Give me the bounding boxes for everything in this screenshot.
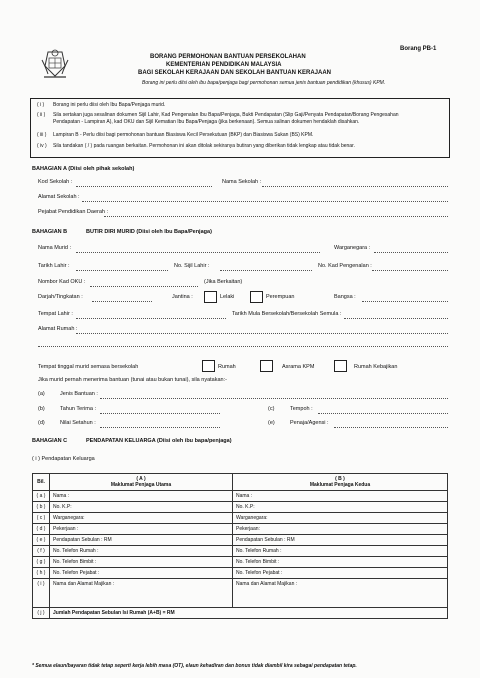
table-row: [33, 535, 448, 546]
alamat-rumah-label: Alamat Rumah :: [38, 326, 78, 332]
pendapatan-b-cell[interactable]: Pendapatan Sebulan : RM: [233, 535, 448, 546]
majikan-b-cell[interactable]: Nama dan Alamat Majikan :: [233, 579, 448, 608]
tel-rumah-a-cell[interactable]: No. Telefon Rumah :: [50, 546, 233, 557]
tel-pejabat-a-cell[interactable]: No. Telefon Pejabat :: [50, 568, 233, 579]
item-e-label: (e): [268, 420, 275, 426]
table-row: [33, 579, 448, 608]
no-sijil-lahir-label: No. Sijil Lahir :: [174, 263, 210, 269]
tempat-lahir-label: Tempat Lahir :: [38, 311, 73, 317]
warganegara-field[interactable]: [374, 252, 448, 253]
perempuan-label: Perempuan: [266, 294, 295, 300]
lelaki-label: Lelaki: [220, 294, 235, 300]
kp-b-cell[interactable]: No. K.P:: [233, 502, 448, 513]
nama-sekolah-field[interactable]: [262, 186, 448, 187]
pejabat-label: Pejabat Pendidikan Daerah :: [38, 209, 109, 215]
majikan-a-cell[interactable]: Nama dan Alamat Majikan :: [50, 579, 233, 608]
row-bil: ( a ): [33, 491, 50, 502]
no-kad-field[interactable]: [372, 270, 448, 271]
col-b-header: [233, 474, 448, 491]
tempoh-label: Tempoh :: [290, 406, 313, 412]
tel-bimbit-b-cell[interactable]: No. Telefon Bimbit :: [233, 557, 448, 568]
table-row: [33, 513, 448, 524]
form-title-2: KEMENTERIAN PENDIDIKAN MALAYSIA: [166, 62, 282, 68]
tahun-terima-label: Tahun Terima :: [60, 406, 96, 412]
form-subtitle: Borang ini perlu diisi oleh ibu bapa/penjaga bagi permohonan semua jenis bantuan pendidikan (khusus) KPM.: [142, 80, 386, 86]
row-bil: ( j ): [33, 608, 50, 619]
item-a-label: (a): [38, 391, 45, 397]
alamat-sekolah-field[interactable]: [82, 201, 448, 202]
jumlah-pendapatan-cell[interactable]: Jumlah Pendapatan Sebulan Isi Rumah (A+B) = RM: [50, 608, 448, 619]
alamat-sekolah-label: Alamat Sekolah :: [38, 194, 80, 200]
kod-sekolah-field[interactable]: [76, 186, 212, 187]
tempoh-field[interactable]: [318, 413, 448, 414]
instructions-box: ( i ) Borang ini perlu diisi oleh Ibu Bapa/Penjaga murid. ( ii ) Sila sertakan juga sesalinan dokumen Sijil Lahir, Kad Pengenalan Ibu Bapa/Penjaga, Bukti Pendapatan (Slip Gaji/Penyata Pendapatan/Borang Pengesahan Pendapatan - Lampiran A), kad OKU dan Sijil Kematian Ibu Bapa/Penjaga (jika berkenaan). Semua salinan dokumen hendaklah disahkan. ( iii ) Lampiran B - Perlu diisi bagi permohonan bantuan Biasiswa Kecil Persekutuan (BKP) dan Biasiswa Sukan (BS) KPM. ( iv ) Sila tandakan ( / ) pada ruangan berkaitan. Permohonan ini akan ditolak sekiranya butiran yang diberikan tidak lengkap atau tidak benar.: [30, 98, 450, 158]
perempuan-checkbox[interactable]: [250, 291, 263, 303]
jika-pernah-label: Jika murid pernah menerima bantuan (tunai atau bukan tunai), sila nyatakan:-: [38, 377, 227, 383]
nama-murid-field[interactable]: [76, 252, 320, 253]
table-header-row: [33, 474, 448, 491]
pendapatan-keluarga-label: ( i ) Pendapatan Keluarga: [32, 456, 95, 462]
rumah-label: Rumah: [218, 364, 236, 370]
nilai-setahun-label: Nilai Setahun :: [60, 420, 96, 426]
tel-bimbit-a-cell[interactable]: No. Telefon Bimbit :: [50, 557, 233, 568]
asrama-checkbox[interactable]: [260, 360, 273, 372]
kp-a-cell[interactable]: No. K.P:: [50, 502, 233, 513]
table-row: [33, 524, 448, 535]
section-c-label: BAHAGIAN C: [32, 438, 68, 444]
nombor-kad-oku-label: Nombor Kad OKU :: [38, 279, 86, 285]
darjah-label: Darjah/Tingkatan :: [38, 294, 83, 300]
pekerjaan-b-cell[interactable]: Pekerjaan:: [233, 524, 448, 535]
tempat-tinggal-label: Tempat tinggal murid semasa bersekolah: [38, 364, 139, 370]
col-a-header: [50, 474, 233, 491]
nama-a-cell[interactable]: Nama :: [50, 491, 233, 502]
no-kad-label: No. Kad Pengenalan :: [318, 263, 372, 269]
bangsa-label: Bangsa :: [334, 294, 356, 300]
no-sijil-lahir-field[interactable]: [220, 270, 312, 271]
malaysia-crest-icon: [40, 48, 70, 80]
row-bil: ( i ): [33, 579, 50, 608]
tarikh-lahir-field[interactable]: [76, 270, 168, 271]
rumah-kebajikan-label: Rumah Kebajikan: [354, 364, 398, 370]
family-income-table: [32, 473, 448, 619]
nama-b-cell[interactable]: Nama :: [233, 491, 448, 502]
table-row: [33, 557, 448, 568]
warganegara-b-cell[interactable]: Warganegara:: [233, 513, 448, 524]
form-title-1: BORANG PERMOHONAN BANTUAN PERSEKOLAHAN: [150, 54, 306, 60]
warganegara-label: Warganegara :: [334, 245, 371, 251]
item-d-label: (d): [38, 420, 45, 426]
nama-murid-label: Nama Murid :: [38, 245, 72, 251]
penaja-label: Penaja/Agensi :: [290, 420, 329, 426]
jenis-bantuan-field[interactable]: [100, 398, 448, 399]
section-a-heading: BAHAGIAN A (Diisi oleh pihak sekolah): [32, 166, 135, 172]
alamat-rumah-field-2[interactable]: [38, 346, 448, 347]
nilai-setahun-field[interactable]: [100, 427, 220, 428]
tarikh-mula-label: Tarikh Mula Bersekolah/Bersekolah Semula :: [232, 311, 342, 317]
row-bil: ( b ): [33, 502, 50, 513]
lelaki-checkbox[interactable]: [204, 291, 217, 303]
nombor-kad-oku-field[interactable]: [90, 286, 198, 287]
jantina-label: Jantina :: [172, 294, 193, 300]
row-bil: ( e ): [33, 535, 50, 546]
nama-sekolah-label: Nama Sekolah :: [222, 179, 262, 185]
warganegara-a-cell[interactable]: Warganegara:: [50, 513, 233, 524]
row-bil: ( f ): [33, 546, 50, 557]
item-b-label: (b): [38, 406, 45, 412]
footnote: * Semua elaun/bayaran tidak tetap seperti kerja lebih masa (OT), elaun kehadiran dan bonus tidak diambil kira sebagai pendapatan tetap.: [32, 663, 357, 669]
table-row: [33, 608, 448, 619]
rumah-checkbox[interactable]: [202, 360, 215, 372]
col-b-letter: ( B ): [335, 476, 345, 482]
col-b-title: Maklumat Penjaga Kedua: [309, 482, 371, 488]
alamat-rumah-field-1[interactable]: [76, 333, 448, 334]
section-b-label: BAHAGIAN B: [32, 229, 68, 235]
rumah-kebajikan-checkbox[interactable]: [334, 360, 347, 372]
row-bil: ( g ): [33, 557, 50, 568]
table-row: [33, 491, 448, 502]
tel-rumah-b-cell[interactable]: No. Telefon Rumah :: [233, 546, 448, 557]
form-title-3: BAGI SEKOLAH KERAJAAN DAN SEKOLAH BANTUAN KERAJAAN: [138, 70, 332, 76]
tarikh-mula-field[interactable]: [344, 318, 448, 319]
asrama-label: Asrama KPM: [282, 364, 315, 370]
jenis-bantuan-label: Jenis Bantuan :: [60, 391, 98, 397]
table-row: [33, 546, 448, 557]
row-bil: ( d ): [33, 524, 50, 535]
table-row: [33, 568, 448, 579]
row-bil: ( c ): [33, 513, 50, 524]
col-a-title: Maklumat Penjaga Utama: [110, 482, 172, 488]
penaja-field[interactable]: [334, 427, 448, 428]
section-b-heading: BUTIR DIRI MURID (Diisi oleh Ibu Bapa/Penjaga): [86, 229, 212, 235]
table-row: [33, 502, 448, 513]
row-bil: ( h ): [33, 568, 50, 579]
bangsa-field[interactable]: [362, 301, 448, 302]
col-a-letter: ( A ): [136, 476, 146, 482]
tarikh-lahir-label: Tarikh Lahir :: [38, 263, 70, 269]
bil-header: Bil.: [33, 474, 50, 491]
darjah-field[interactable]: [92, 301, 152, 302]
pendapatan-a-cell[interactable]: Pendapatan Sebulan : RM: [50, 535, 233, 546]
kod-sekolah-label: Kod Sekolah :: [38, 179, 73, 185]
pejabat-field[interactable]: [104, 216, 448, 217]
section-c-heading: PENDAPATAN KELUARGA (Diisi oleh ibu bapa/penjaga): [86, 438, 232, 444]
tel-pejabat-b-cell[interactable]: No. Telefon Pejabat :: [233, 568, 448, 579]
form-code: Borang PB-1: [400, 46, 437, 52]
tahun-terima-field[interactable]: [100, 413, 220, 414]
tempat-lahir-field[interactable]: [76, 318, 226, 319]
jika-berkaitan-label: (Jika Berkaitan): [204, 279, 243, 285]
item-c-label: (c): [268, 406, 275, 412]
pekerjaan-a-cell[interactable]: Pekerjaan :: [50, 524, 233, 535]
